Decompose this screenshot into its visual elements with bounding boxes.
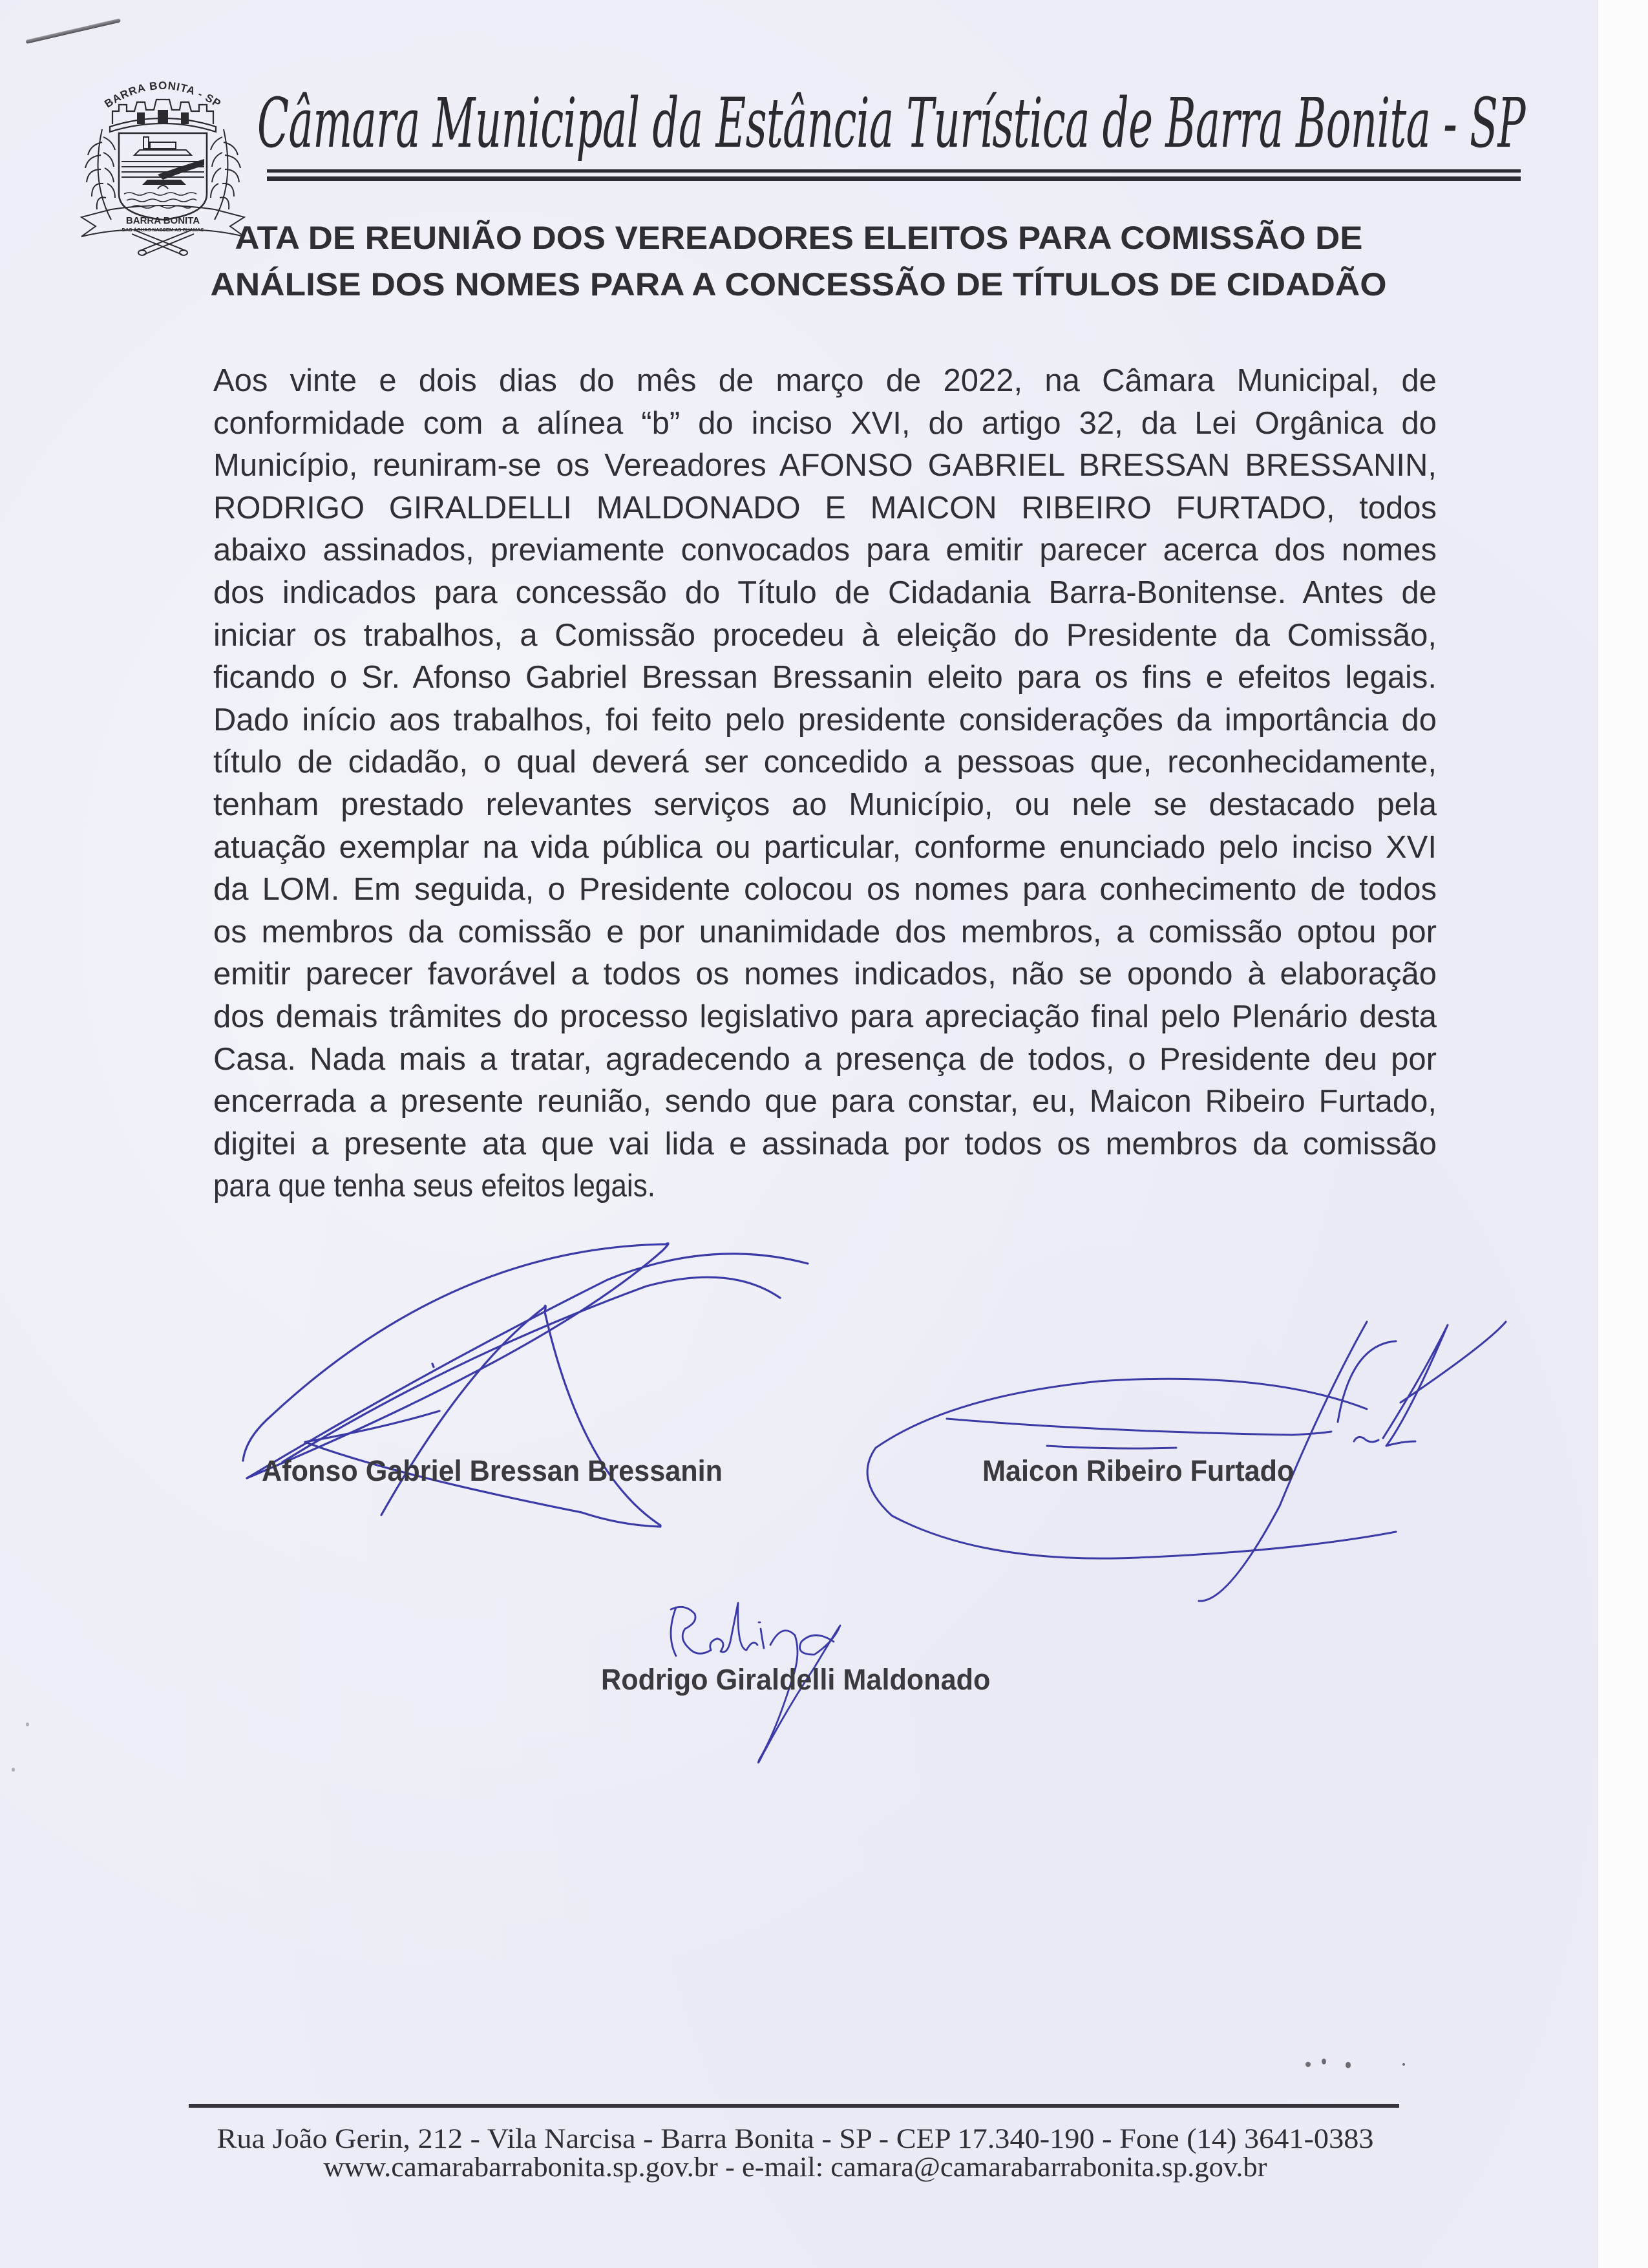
institution-title: Câmara Municipal da Estância Turística de Barra Bonita - SP (257, 83, 1525, 163)
body-line: atuação exemplar na vida pública ou particular, conforme enunciado pelo inciso XVI (213, 829, 1437, 865)
paper-speck (1402, 2063, 1405, 2066)
body-line: Casa. Nada mais a tratar, agradecendo a presença de todos, o Presidente deu por (213, 1041, 1437, 1077)
crest-ribbon-text: BARRA BONITA (125, 215, 200, 226)
body-line: encerrada a presente reunião, sendo que para constar, eu, Maicon Ribeiro Furtado, (213, 1084, 1437, 1119)
body-line: RODRIGO GIRALDELLI MALDONADO E MAICON RIBEIRO FURTADO, todos (213, 490, 1437, 525)
minutes-body (213, 360, 1437, 1208)
paper-speck (26, 1722, 29, 1726)
body-line: Município, reuniram-se os Vereadores AFONSO GABRIEL BRESSAN BRESSANIN, (213, 448, 1437, 483)
header-rule-thin (267, 169, 1521, 173)
body-line: emitir parecer favorável a todos os nomes indicados, não se opondo à elaboração (213, 957, 1437, 992)
signature-name-afonso: Afonso Gabriel Bressan Bressanin (262, 1454, 723, 1487)
body-line: iniciar os trabalhos, a Comissão procedeu à eleição do Presidente da Comissão, (213, 617, 1437, 653)
footer-address: Rua João Gerin, 212 - Vila Narcisa - Barra Bonita - SP - CEP 17.340-190 - Fone (14) 3641-0383 (217, 2124, 1373, 2154)
paper-speck (1346, 2062, 1351, 2068)
body-line: conformidade com a alínea “b” do inciso XVI, do artigo 32, da Lei Orgânica do (213, 405, 1437, 441)
body-line: Aos vinte e dois dias do mês de março de 2022, na Câmara Municipal, de (213, 363, 1437, 398)
body-line: dos demais trâmites do processo legislativo para apreciação final pelo Plenário desta (213, 999, 1437, 1034)
body-line: tenham prestado relevantes serviços ao Município, ou nele se destacado pela (213, 787, 1437, 822)
body-line: para que tenha seus efeitos legais. (213, 1169, 656, 1204)
crest-top-text: BARRA BONITA - SP (102, 79, 224, 111)
crest-motto: DAS ÁGUAS NASCEM AS CHAMAS (121, 227, 204, 233)
document-heading-line-2: ANÁLISE DOS NOMES PARA A CONCESSÃO DE TÍTULOS DE CIDADÃO (211, 266, 1387, 302)
body-line: abaixo assinados, previamente convocados para emitir parecer acerca dos nomes (213, 533, 1437, 568)
body-line: Dado início aos trabalhos, foi feito pelo presidente considerações da importância do (213, 702, 1437, 737)
signature-name-maicon: Maicon Ribeiro Furtado (982, 1454, 1294, 1487)
body-line: digitei a presente ata que vai lida e assinada por todos os membros da comissão (213, 1126, 1437, 1161)
scan-margin (1598, 0, 1648, 2268)
paper-speck (12, 1768, 15, 1772)
document-heading-line-1: ATA DE REUNIÃO DOS VEREADORES ELEITOS PARA COMISSÃO DE (235, 220, 1363, 256)
body-line: ficando o Sr. Afonso Gabriel Bressan Bressanin eleito para os fins e efeitos legais. (213, 660, 1437, 695)
header-rule-thick (267, 176, 1521, 181)
footer-contact: www.camarabarrabonita.sp.gov.br - e-mail: camara@camarabarrabonita.sp.gov.br (323, 2152, 1267, 2183)
body-line: dos indicados para concessão do Título de Cidadania Barra-Bonitense. Antes de (213, 575, 1437, 610)
body-line: título de cidadão, o qual deverá ser concedido a pessoas que, reconhecidamente, (213, 745, 1437, 780)
body-line: os membros da comissão e por unanimidade dos membros, a comissão optou por (213, 914, 1437, 949)
paper-speck (1322, 2059, 1326, 2064)
svg-text:BARRA BONITA - SP (102, 79, 223, 111)
paper-speck (1305, 2062, 1311, 2067)
body-line: da LOM. Em seguida, o Presidente colocou os nomes para conhecimento de todos (213, 872, 1437, 907)
signature-name-rodrigo: Rodrigo Giraldelli Maldonado (601, 1663, 991, 1696)
footer-rule (189, 2104, 1399, 2108)
